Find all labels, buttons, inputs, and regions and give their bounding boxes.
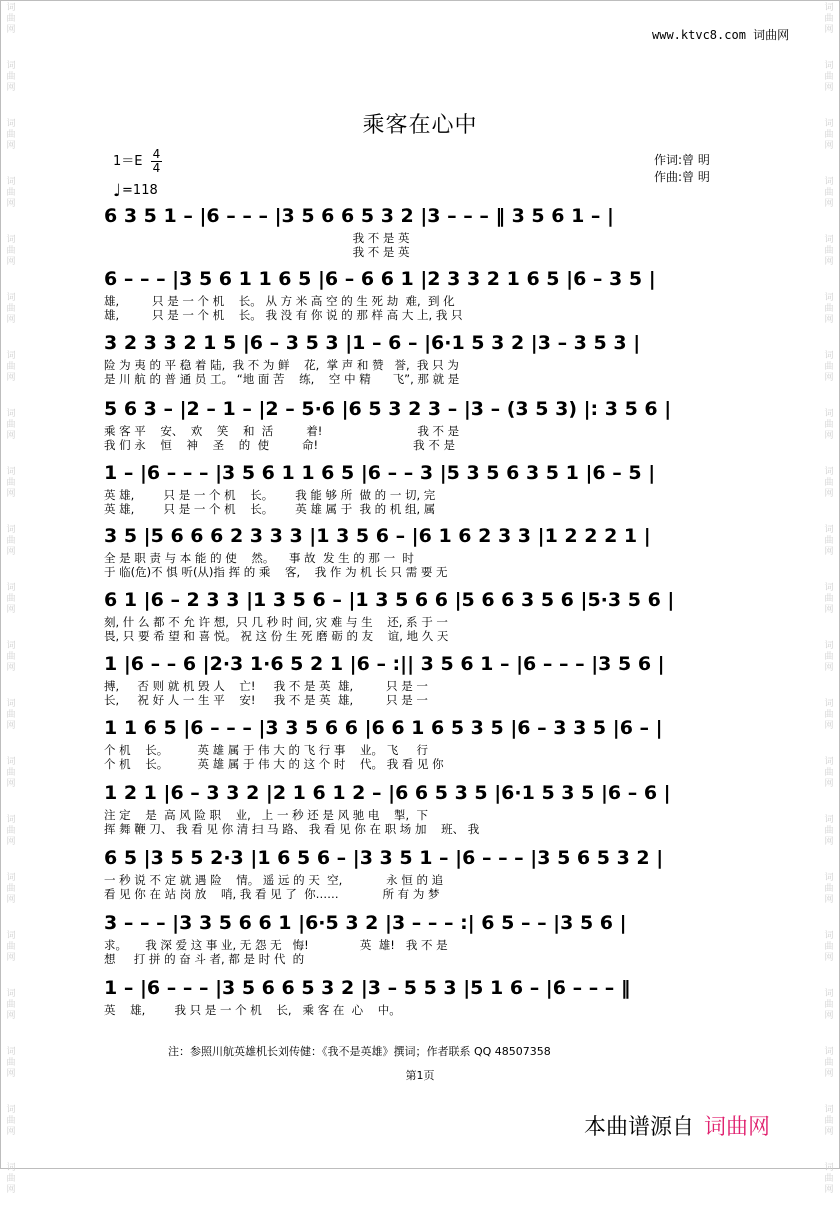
quarter-note-icon: ♩	[113, 181, 122, 201]
watermark-cell	[820, 1160, 838, 1218]
lyricist: 作词:曾 明	[654, 153, 710, 167]
notation-line: 1 |6 – – 6 |2·3 1·6 5 2 1 |6 – :|| 3 5 6 1 – |6 – – – |3 5 6 |	[104, 653, 665, 675]
watermark-char: 曲	[824, 768, 834, 778]
watermark-cell	[2, 986, 20, 1044]
watermark-cell	[2, 928, 20, 986]
watermark-char: 网	[824, 663, 834, 673]
watermark-char: 网	[6, 141, 16, 151]
watermark-char: 曲	[824, 130, 834, 140]
notation-line: 6 1 |6 – 2 3 3 |1 3 5 6 – |1 3 5 6 6 |5 6 6 3 5 6 |5·3 5 6 |	[104, 589, 675, 611]
watermark-char: 词	[824, 931, 834, 941]
lyric-line: 英 雄, 只 是 一 个 机 长。 我 能 够 所 做 的 一 切, 完	[104, 488, 436, 502]
lyric-line: 注 定 是 高 风 险 职 业, 上 一 秒 还 是 风 驰 电 掣, 下	[104, 808, 428, 822]
watermark-char: 曲	[6, 1174, 16, 1184]
score-system	[104, 587, 750, 643]
lyric-line: 英 雄, 我 只 是 一 个 机 长, 乘 客 在 心 中。	[104, 1003, 401, 1017]
watermark-char: 曲	[6, 130, 16, 140]
watermark-cell	[820, 522, 838, 580]
watermark-char: 词	[824, 119, 834, 129]
notation-line: 1 2 1 |6 – 3 3 2 |2 1 6 1 2 – |6 6 5 3 5 |6·1 5 3 5 |6 – 6 |	[104, 782, 671, 804]
score-system	[104, 203, 750, 259]
watermark-char: 曲	[6, 478, 16, 488]
time-signature-denominator: 4	[152, 161, 161, 175]
watermark-char: 曲	[6, 362, 16, 372]
watermark-strip-right	[820, 0, 838, 1195]
watermark-cell	[820, 696, 838, 754]
lyric-line: 雄, 只 是 一 个 机 长。 从 方 米 高 空 的 生 死 劫 难, 到 化	[104, 294, 455, 308]
score-system	[104, 780, 750, 836]
watermark-char: 网	[824, 547, 834, 557]
watermark-cell	[2, 870, 20, 928]
watermark-char: 网	[824, 1127, 834, 1137]
watermark-char: 网	[824, 141, 834, 151]
notation-line: 1 – |6 – – – |3 5 6 6 5 3 2 |3 – 5 5 3 |5 1 6 – |6 – – – ‖	[104, 977, 631, 999]
watermark-char: 词	[824, 583, 834, 593]
watermark-char: 词	[824, 351, 834, 361]
lyric-line: 想 打 拼 的 奋 斗 者, 都 是 时 代 的	[104, 952, 305, 966]
watermark-char: 曲	[824, 942, 834, 952]
watermark-cell	[2, 1160, 20, 1218]
watermark-cell	[2, 522, 20, 580]
watermark-char: 曲	[824, 72, 834, 82]
watermark-cell	[2, 812, 20, 870]
watermark-char: 词	[6, 525, 16, 535]
watermark-char: 曲	[824, 652, 834, 662]
lyric-line: 我 不 是 英	[104, 245, 410, 259]
watermark-char: 词	[824, 989, 834, 999]
watermark-cell	[2, 638, 20, 696]
watermark-cell	[2, 754, 20, 812]
watermark-char: 词	[6, 235, 16, 245]
lyric-line: 搏, 否 则 就 机 毁 人 亡! 我 不 是 英 雄, 只 是 一	[104, 679, 428, 693]
watermark-char: 词	[6, 119, 16, 129]
lyric-line: 看 见 你 在 站 岗 放 哨, 我 看 见 了 你…… 所 有 为 梦	[104, 887, 440, 901]
watermark-cell	[2, 174, 20, 232]
watermark-char: 网	[824, 199, 834, 209]
watermark-char: 曲	[6, 420, 16, 430]
watermark-cell	[820, 580, 838, 638]
watermark-char: 词	[6, 1047, 16, 1057]
watermark-char: 曲	[6, 188, 16, 198]
lyric-line: 挥 舞 鞭 刀、 我 看 见 你 清 扫 马 路、 我 看 见 你 在 职 场 加 班、 我	[104, 822, 480, 836]
watermark-cell	[2, 1102, 20, 1160]
watermark-cell	[820, 290, 838, 348]
watermark-char: 词	[824, 1047, 834, 1057]
watermark-char: 曲	[6, 942, 16, 952]
watermark-cell	[820, 406, 838, 464]
watermark-char: 词	[6, 177, 16, 187]
lyric-line: 畏, 只 要 希 望 和 喜 悦。 祝 这 份 生 死 磨 砺 的 友 谊, 地 久 天	[104, 629, 449, 643]
score-system	[104, 715, 750, 771]
score-system	[104, 845, 750, 901]
lyric-line: 是 川 航 的 普 通 员 工。 “地 面 苦 练, 空 中 精 飞”, 那 就 是	[104, 372, 460, 386]
watermark-char: 网	[824, 1069, 834, 1079]
notation-line: 6 5 |3 5 5 2·3 |1 6 5 6 – |3 3 5 1 – |6 – – – |3 5 6 5 3 2 |	[104, 847, 664, 869]
watermark-cell	[820, 464, 838, 522]
watermark-cell	[820, 986, 838, 1044]
song-title: 乘客在心中	[362, 113, 478, 138]
watermark-cell	[820, 870, 838, 928]
watermark-char: 词	[6, 61, 16, 71]
watermark-char: 词	[6, 467, 16, 477]
watermark-char: 词	[6, 815, 16, 825]
watermark-cell	[820, 174, 838, 232]
watermark-char: 曲	[824, 14, 834, 24]
watermark-char: 曲	[824, 420, 834, 430]
watermark-char: 网	[824, 373, 834, 383]
watermark-cell	[2, 580, 20, 638]
key-label: 1＝E	[113, 154, 143, 169]
watermark-char: 词	[824, 1105, 834, 1115]
lyric-line: 长, 祝 好 人 一 生 平 安! 我 不 是 英 雄, 只 是 一	[104, 693, 428, 707]
watermark-char: 词	[824, 409, 834, 419]
watermark-char: 曲	[824, 884, 834, 894]
watermark-char: 曲	[824, 1174, 834, 1184]
watermark-char: 曲	[824, 710, 834, 720]
watermark-char: 网	[6, 1011, 16, 1021]
watermark-char: 网	[6, 895, 16, 905]
watermark-char: 词	[6, 409, 16, 419]
watermark-char: 网	[6, 721, 16, 731]
watermark-char: 网	[824, 837, 834, 847]
watermark-char: 词	[6, 293, 16, 303]
watermark-char: 网	[6, 83, 16, 93]
watermark-char: 网	[824, 721, 834, 731]
watermark-cell	[820, 754, 838, 812]
lyric-line: 雄, 只 是 一 个 机 长。 我 没 有 你 说 的 那 样 高 大 上, 我 只	[104, 308, 463, 322]
score-system	[104, 523, 750, 579]
watermark-char: 曲	[824, 362, 834, 372]
watermark-char: 网	[824, 953, 834, 963]
watermark-char: 词	[824, 815, 834, 825]
watermark-char: 网	[824, 315, 834, 325]
watermark-char: 曲	[824, 536, 834, 546]
watermark-char: 网	[6, 373, 16, 383]
watermark-char: 词	[824, 641, 834, 651]
watermark-cell	[2, 290, 20, 348]
watermark-char: 曲	[6, 1000, 16, 1010]
page-number: 第1页	[405, 1069, 435, 1082]
watermark-char: 曲	[6, 710, 16, 720]
watermark-char: 词	[824, 3, 834, 13]
score-system	[104, 651, 750, 707]
watermark-char: 词	[824, 873, 834, 883]
watermark-cell	[820, 232, 838, 290]
time-signature-numerator: 4	[152, 147, 161, 161]
watermark-char: 词	[6, 641, 16, 651]
watermark-char: 网	[6, 25, 16, 35]
watermark-char: 网	[824, 1011, 834, 1021]
watermark-char: 网	[6, 547, 16, 557]
watermark-char: 曲	[6, 72, 16, 82]
tempo-value: =118	[122, 183, 158, 198]
watermark-cell	[2, 232, 20, 290]
watermark-char: 曲	[824, 1000, 834, 1010]
lyric-line: 一 秒 说 不 定 就 遇 险 情。 遥 远 的 天 空, 永 恒 的 追	[104, 873, 444, 887]
lyric-line: 于 临(危)不 惧 听(从)指 挥 的 乘 客, 我 作 为 机 长 只 需 要 无	[104, 565, 448, 579]
watermark-char: 网	[6, 1127, 16, 1137]
watermark-char: 网	[824, 895, 834, 905]
watermark-char: 网	[6, 605, 16, 615]
watermark-char: 网	[824, 25, 834, 35]
watermark-cell	[820, 928, 838, 986]
time-signature	[151, 148, 163, 175]
watermark-char: 网	[824, 779, 834, 789]
watermark-char: 曲	[6, 536, 16, 546]
watermark-char: 曲	[6, 246, 16, 256]
watermark-cell	[820, 638, 838, 696]
watermark-char: 曲	[6, 304, 16, 314]
lyric-line: 刻, 什 么 都 不 允 许 想, 只 几 秒 时 间, 灾 难 与 生 还, 系 于 一	[104, 615, 448, 629]
watermark-char: 网	[6, 199, 16, 209]
score-system	[104, 975, 750, 1017]
watermark-char: 词	[6, 873, 16, 883]
tempo-mark	[113, 181, 158, 201]
watermark-char: 曲	[824, 188, 834, 198]
watermark-char: 曲	[824, 1116, 834, 1126]
watermark-char: 网	[6, 779, 16, 789]
watermark-char: 词	[6, 757, 16, 767]
lyric-line: 个 机 长。 英 雄 属 于 伟 大 的 这 个 时 代。 我 看 见 你	[104, 757, 444, 771]
watermark-char: 网	[6, 489, 16, 499]
watermark-char: 曲	[6, 14, 16, 24]
notation-line: 6 3 5 1 – |6 – – – |3 5 6 6 5 3 2 |3 – – – ‖ 3 5 6 1 – |	[104, 205, 614, 227]
watermark-char: 曲	[824, 1058, 834, 1068]
credits	[654, 152, 710, 186]
watermark-char: 网	[6, 663, 16, 673]
watermark-char: 曲	[824, 246, 834, 256]
notation-line: 6 – – – |3 5 6 1 1 6 5 |6 – 6 6 1 |2 3 3 2 1 6 5 |6 – 3 5 |	[104, 268, 656, 290]
score-system	[104, 396, 750, 452]
watermark-char: 网	[6, 1069, 16, 1079]
score-system	[104, 910, 750, 966]
watermark-char: 词	[824, 293, 834, 303]
watermark-char: 网	[6, 1185, 16, 1195]
lyric-line: 求。 我 深 爱 这 事 业, 无 怨 无 悔! 英 雄! 我 不 是	[104, 938, 448, 952]
lyric-line: 乘 客 平 安、 欢 笑 和 活 着! 我 不 是	[104, 424, 460, 438]
watermark-char: 网	[6, 315, 16, 325]
watermark-char: 词	[6, 931, 16, 941]
watermark-char: 曲	[824, 594, 834, 604]
watermark-char: 网	[824, 257, 834, 267]
watermark-char: 曲	[6, 768, 16, 778]
watermark-char: 曲	[824, 478, 834, 488]
watermark-char: 网	[824, 605, 834, 615]
watermark-char: 网	[6, 431, 16, 441]
watermark-char: 词	[824, 61, 834, 71]
composer: 作曲:曾 明	[654, 170, 710, 184]
watermark-char: 词	[824, 467, 834, 477]
watermark-char: 词	[6, 351, 16, 361]
watermark-char: 网	[824, 489, 834, 499]
source-text: 本曲谱源自	[584, 1115, 695, 1140]
watermark-char: 曲	[824, 826, 834, 836]
watermark-strip-left	[2, 0, 20, 1195]
watermark-char: 网	[6, 257, 16, 267]
score-system	[104, 460, 750, 516]
watermark-char: 词	[6, 1105, 16, 1115]
notation-line: 1 1 6 5 |6 – – – |3 3 5 6 6 |6 6 1 6 5 3 5 |6 – 3 3 5 |6 – |	[104, 717, 663, 739]
watermark-char: 词	[824, 235, 834, 245]
watermark-char: 网	[6, 837, 16, 847]
watermark-cell	[820, 348, 838, 406]
watermark-cell	[2, 696, 20, 754]
watermark-char: 曲	[6, 594, 16, 604]
watermark-cell	[820, 812, 838, 870]
notation-line: 1 – |6 – – – |3 5 6 1 1 6 5 |6 – – 3 |5 3 5 6 3 5 1 |6 – 5 |	[104, 462, 656, 484]
watermark-char: 网	[824, 431, 834, 441]
notation-line: 3 5 |5 6 6 6 2 3 3 3 |1 3 5 6 – |6 1 6 2 3 3 |1 2 2 2 1 |	[104, 525, 651, 547]
lyric-line: 全 是 职 责 与 本 能 的 使 然。 事 故 发 生 的 那 一 时	[104, 551, 414, 565]
watermark-char: 曲	[6, 652, 16, 662]
lyric-line: 我 们 永 恒 神 圣 的 使 命! 我 不 是	[104, 438, 455, 452]
watermark-char: 词	[6, 583, 16, 593]
watermark-char: 词	[6, 699, 16, 709]
watermark-cell	[2, 464, 20, 522]
watermark-char: 词	[6, 989, 16, 999]
lyric-line: 个 机 长。 英 雄 属 于 伟 大 的 飞 行 事 业。 飞 行	[104, 743, 428, 757]
watermark-cell	[820, 0, 838, 58]
watermark-char: 曲	[6, 1116, 16, 1126]
notation-line: 3 – – – |3 3 5 6 6 1 |6·5 3 2 |3 – – – :| 6 5 – – |3 5 6 |	[104, 912, 627, 934]
score-system	[104, 330, 750, 386]
watermark-char: 词	[824, 525, 834, 535]
key-signature	[113, 148, 162, 175]
watermark-cell	[2, 348, 20, 406]
notation-line: 3 2 3 3 2 1 5 |6 – 3 5 3 |1 – 6 – |6·1 5 3 2 |3 – 3 5 3 |	[104, 332, 641, 354]
watermark-char: 曲	[6, 826, 16, 836]
watermark-char: 网	[824, 1185, 834, 1195]
lyric-line: 我 不 是 英	[104, 231, 410, 245]
watermark-cell	[2, 0, 20, 58]
watermark-char: 曲	[824, 304, 834, 314]
watermark-char: 词	[6, 1163, 16, 1173]
source-credit	[584, 1110, 770, 1141]
watermark-char: 网	[6, 953, 16, 963]
notation-line: 5 6 3 – |2 – 1 – |2 – 5·6 |6 5 3 2 3 – |3 – (3 5 3) |: 3 5 6 |	[104, 398, 672, 420]
lyric-line: 险 为 夷 的 平 稳 着 陆, 我 不 为 鲜 花, 掌 声 和 赞 誉, 我 只 为	[104, 358, 459, 372]
watermark-char: 词	[824, 699, 834, 709]
watermark-char: 曲	[6, 1058, 16, 1068]
watermark-char: 词	[824, 177, 834, 187]
lyric-line: 英 雄, 只 是 一 个 机 长。 英 雄 属 于 我 的 机 组, 属	[104, 502, 436, 516]
score-system	[104, 266, 750, 322]
watermark-char: 词	[824, 757, 834, 767]
footnote: 注：参照川航英雄机长刘传健：《我不是英雄》撰词；作者联系 QQ 48507358	[168, 1045, 551, 1058]
watermark-cell	[2, 406, 20, 464]
source-brand-link[interactable]: 词曲网	[704, 1115, 771, 1140]
watermark-char: 词	[6, 3, 16, 13]
watermark-char: 词	[824, 1163, 834, 1173]
site-header[interactable]: www.ktvc8.com 词曲网	[652, 28, 790, 42]
watermark-char: 网	[824, 83, 834, 93]
watermark-char: 曲	[6, 884, 16, 894]
watermark-cell	[820, 1102, 838, 1160]
